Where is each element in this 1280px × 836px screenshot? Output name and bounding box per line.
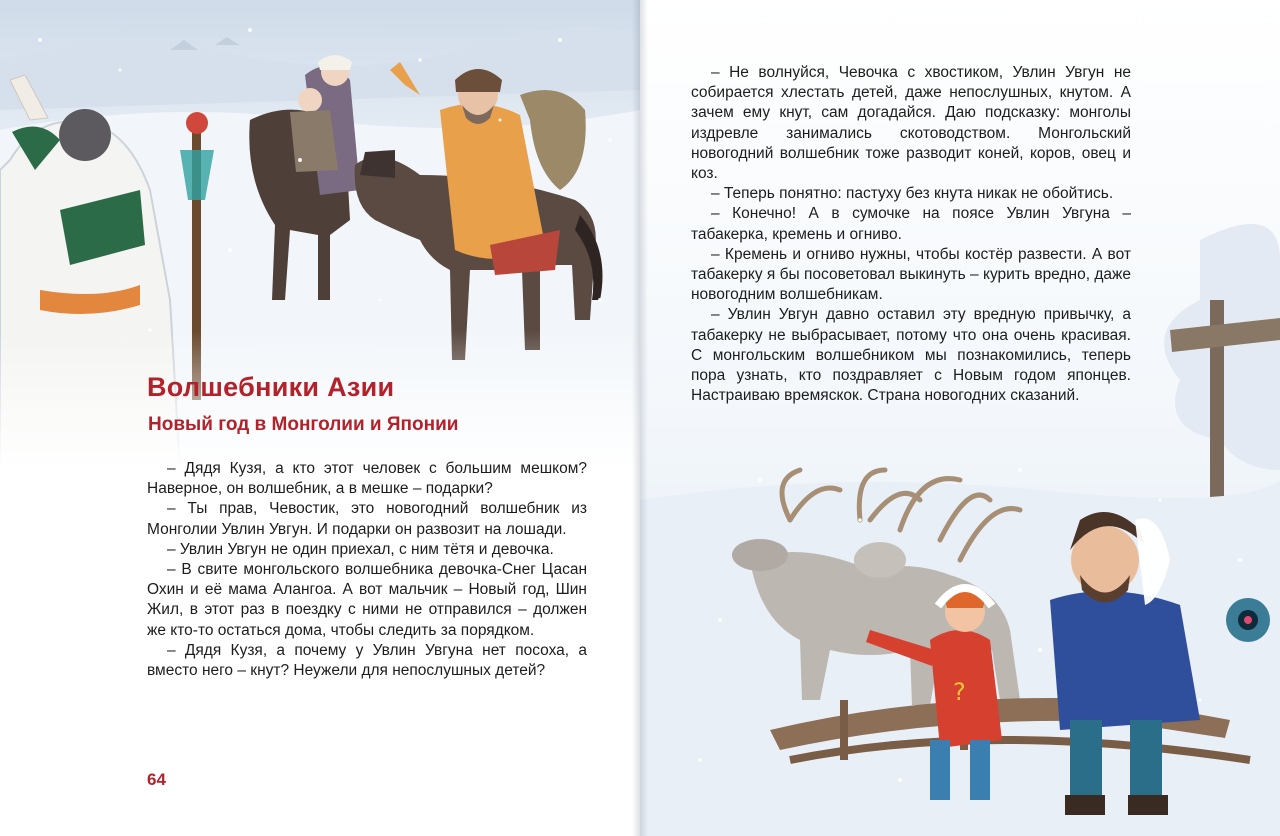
paragraph: – Увлин Увгун не один приехал, с ним тётя и девочка.: [167, 540, 554, 558]
right-body-text: [691, 63, 1131, 406]
page-title: Волшебники Азии: [147, 372, 395, 402]
left-body-text: [147, 459, 587, 681]
paragraph: – Конечно! А в сумочке на поясе Увлин Увгуна – табакерка, кремень и огниво.: [691, 205, 1131, 243]
svg-text:?: ?: [953, 678, 966, 706]
right-page: [640, 0, 1280, 836]
page-number: 64: [147, 770, 166, 789]
book-gutter: [632, 0, 648, 836]
paragraph: – Дядя Кузя, а кто этот человек с большим мешком? Наверное, он волшебник, а в мешке – подарки?: [147, 460, 587, 498]
page-subtitle: Новый год в Монголии и Японии: [148, 414, 459, 435]
paragraph: – В свите монгольского волшебника девочка-Снег Цасан Охин и её мама Алангоа. А вот мальчик – Новый год, Шин Жил, в этот раз в поездку с ними не отправился – должен же кто-то остаться дома, чтобы следить за порядком.: [147, 561, 587, 639]
paragraph: – Увлин Увгун давно оставил эту вредную привычку, а табакерку не выбрасывает, потому что она очень красивая. С монгольским волшебником мы познакомились, теперь пора узнать, кто поздравляет с Новым годом японцев. Настраиваю времяскок. Страна новогодних сказаний.: [691, 306, 1131, 405]
paragraph: – Ты прав, Чевостик, это новогодний волшебник из Монголии Увлин Увгун. И подарки он развозит на лошади.: [147, 500, 587, 538]
paragraph: – Не волнуйся, Чевочка с хвостиком, Увлин Увгун не собирается хлестать детей, даже непослушных, кнутом. А зачем ему кнут, сам догадайся. Даю подсказку: монголы издревле занимались скотоводством. Монгольский новогодний волшебник тоже разводит коней, коров, овец и коз.: [691, 64, 1131, 183]
paragraph: – Дядя Кузя, а почему у Увлин Увгуна нет посоха, а вместо него – кнут? Неужели для непослушных детей?: [147, 641, 587, 680]
paragraph: – Кремень и огниво нужны, чтобы костёр развести. А вот табакерку я бы посоветовал выкинуть – курить вредно, даже новогодним волшебникам.: [691, 245, 1131, 304]
paragraph: – Теперь понятно: пастуху без кнута никак не обойтись.: [711, 185, 1114, 203]
